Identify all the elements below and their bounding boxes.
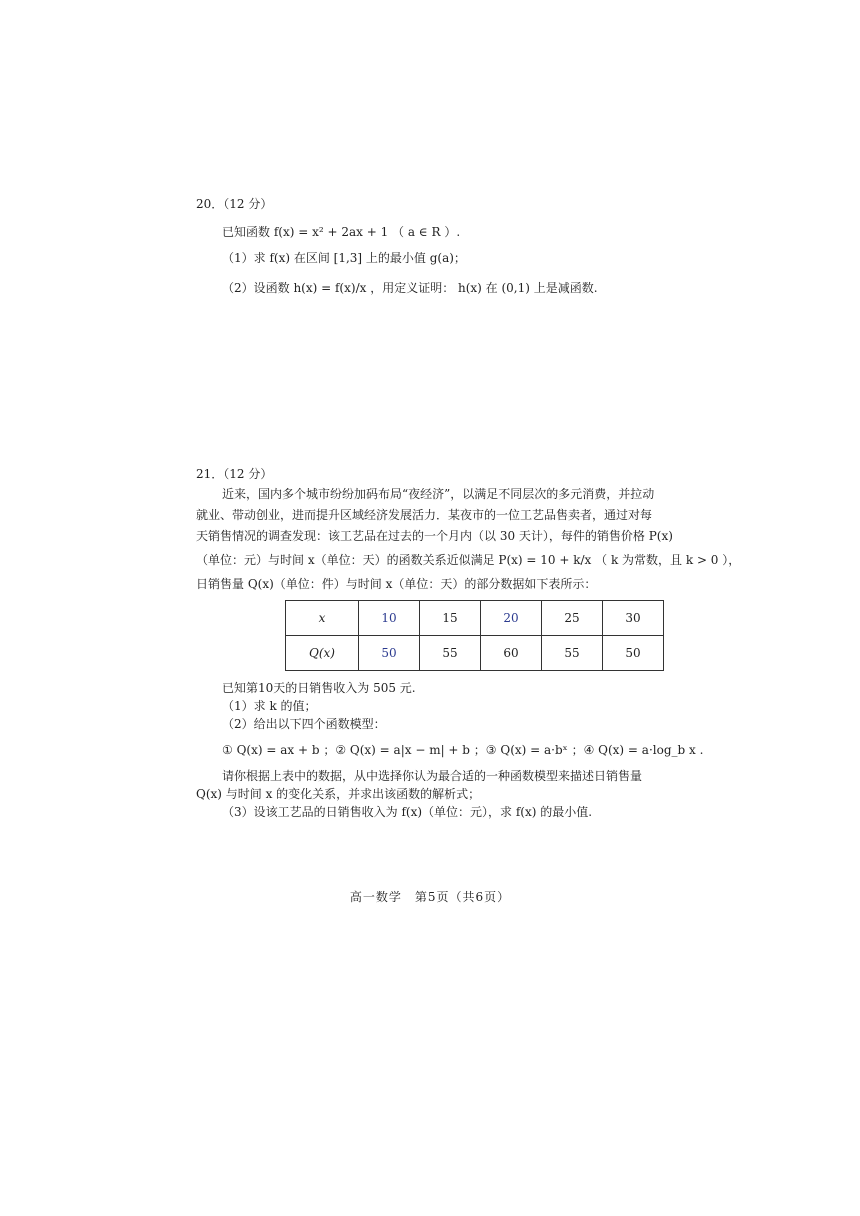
q21-line1: 近来，国内多个城市纷纷加码布局“夜经济”，以满足不同层次的多元消费，并拉动 (222, 487, 655, 501)
q21-line3: 天销售情况的调查发现：该工艺品在过去的一个月内（以 30 天计），每件的销售价格 P(x) (196, 529, 673, 543)
q21-part2-cont1: 请你根据上表中的数据，从中选择你认为最合适的一种函数模型来描述日销售量 (222, 769, 643, 783)
q20-header: 20．（12 分） (196, 197, 273, 211)
table-cell: 10 (359, 601, 420, 636)
q21-line4: （单位：元）与时间 x（单位：天）的函数关系近似满足 P(x) = 10 + k/x （ k 为常数，且 k > 0 ）， (196, 553, 741, 567)
q21-part2: （2）给出以下四个函数模型： (222, 717, 386, 731)
q21-part2-cont2: Q(x) 与时间 x 的变化关系，并求出该函数的解析式； (196, 787, 481, 801)
page-footer: 高一数学 第5页（共6页） (349, 890, 511, 904)
sales-table (285, 600, 664, 671)
table-cell: 50 (603, 636, 664, 671)
q21-models: ① Q(x) = ax + b ；② Q(x) = a|x − m| + b ；③ Q(x) = a·bˣ ；④ Q(x) = a·log_b x . (222, 743, 704, 757)
q21-line5: 日销售量 Q(x)（单位：件）与时间 x（单位：天）的部分数据如下表所示： (196, 577, 597, 591)
table-cell: 55 (542, 636, 603, 671)
q21-part3: （3）设该工艺品的日销售收入为 f(x)（单位：元），求 f(x) 的最小值. (222, 805, 593, 819)
table-row (286, 636, 664, 671)
table-cell: 25 (542, 601, 603, 636)
table-row-label: x (286, 601, 359, 636)
q21-header: 21．（12 分） (196, 467, 273, 481)
table-cell: 20 (481, 601, 542, 636)
table-cell: 30 (603, 601, 664, 636)
table-row (286, 601, 664, 636)
table-cell: 15 (420, 601, 481, 636)
q21-part1: （1）求 k 的值； (222, 699, 317, 713)
q20-part1: （1）求 f(x) 在区间 [1,3] 上的最小值 g(a)； (222, 251, 466, 265)
table-cell: 60 (481, 636, 542, 671)
table-cell: 55 (420, 636, 481, 671)
q21-line2: 就业、带动创业，进而提升区域经济发展活力．某夜市的一位工艺品售卖者，通过对每 (196, 508, 653, 522)
table-row-label: Q(x) (286, 636, 359, 671)
table-cell: 50 (359, 636, 420, 671)
q20-part2: （2）设函数 h(x) = f(x)/x ，用定义证明： h(x) 在 (0,1) 上是减函数. (222, 281, 598, 295)
q20-stem: 已知函数 f(x) = x² + 2ax + 1 （ a ∈ R ）. (222, 225, 461, 239)
q21-known: 已知第10天的日销售收入为 505 元. (222, 681, 416, 695)
